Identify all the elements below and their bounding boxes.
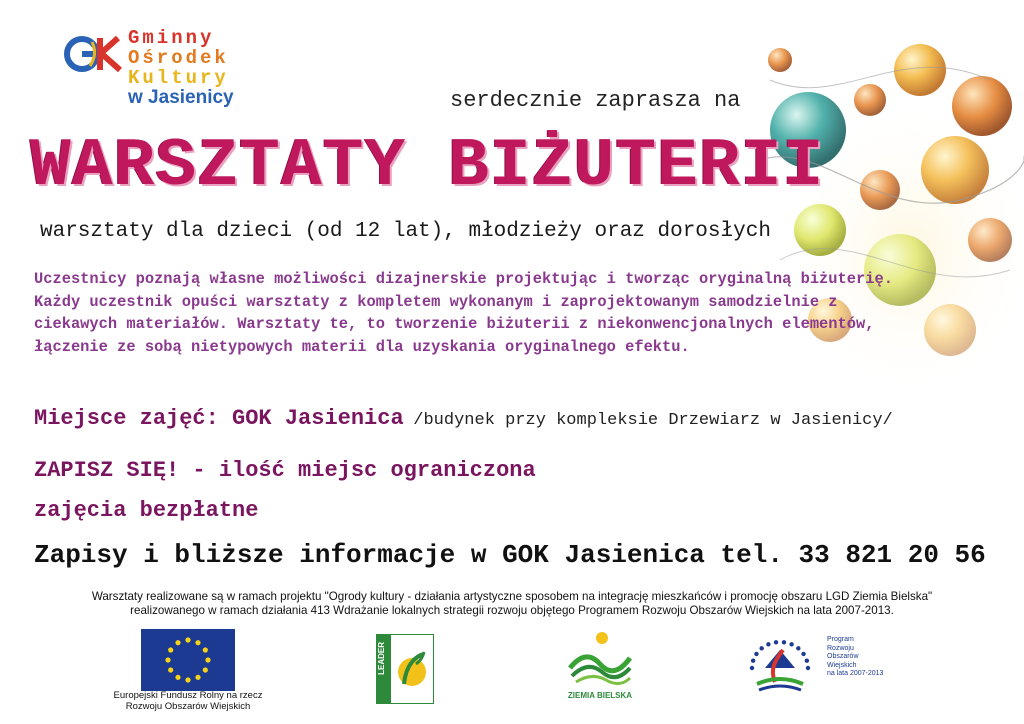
contact-text: Zapisy i bliższe informacje w GOK Jasienica tel. 33 821 20 56 — [34, 540, 986, 570]
gok-mark-icon — [62, 34, 124, 74]
eu-star-icon — [168, 647, 173, 652]
prow-star-icon — [806, 666, 810, 670]
footer-line: Warsztaty realizowane są w ramach projektu "Ogrody kultury - działania artystyczne sposobem na integrację mieszkańców i promocję obszaru LGD Ziemia Bielska" — [91, 590, 933, 603]
logo-line-4: w Jasienicy — [128, 87, 234, 108]
invite-text: serdecznie zaprasza na — [450, 88, 741, 113]
signup-text: ZAPISZ SIĘ! - ilość miejsc ograniczona — [34, 458, 536, 483]
poster-subtitle: warsztaty dla dzieci (od 12 lat), młodzieży oraz dorosłych — [40, 220, 771, 243]
gok-logo — [62, 28, 282, 118]
prow-star-icon — [759, 646, 763, 650]
eu-star-icon — [203, 647, 208, 652]
description-line: łączenie ze sobą nietypowych materii dla uzyskania oryginalnego efektu. — [34, 337, 690, 356]
leader-label: LEADER — [377, 642, 386, 675]
prow-logo — [745, 628, 884, 698]
ziemia-bielska-mark-icon — [566, 628, 634, 686]
ziemia-bielska-logo — [566, 628, 634, 700]
description — [34, 268, 974, 358]
prow-mark-icon — [745, 628, 815, 698]
prow-line: Program — [827, 636, 854, 643]
eu-caption — [100, 690, 276, 712]
description-line: Każdy uczestnik opuści warsztaty z kompletem wykonanym i zaprojektowanym samodzielnie z — [34, 292, 838, 311]
description-line: Uczestnicy poznają własne możliwości dizajnerskie projektując i tworząc oryginalną biżuterię. — [34, 270, 893, 288]
place-label: Miejsce zajęć: GOK Jasienica — [34, 406, 404, 431]
eu-star-icon — [195, 640, 200, 645]
poster-title: WARSZTATY BIŻUTERII — [30, 128, 825, 205]
logo-line-3: Kultury — [128, 67, 229, 89]
place-info — [34, 406, 893, 431]
prow-star-icon — [750, 666, 754, 670]
eu-star-icon — [203, 667, 208, 672]
ziemia-bielska-label: ZIEMIA BIELSKA — [567, 691, 633, 700]
eu-star-icon — [165, 657, 170, 662]
logo-line-1: Gminny — [128, 27, 215, 49]
place-detail: /budynek przy kompleksie Drzewiarz w Jasienicy/ — [413, 411, 893, 430]
prow-star-icon — [754, 652, 758, 656]
leader-logo — [376, 634, 434, 704]
eu-star-icon — [185, 677, 190, 682]
eu-caption-line: Rozwoju Obszarów Wiejskich — [125, 701, 251, 712]
eu-star-icon — [175, 675, 180, 680]
logo-line-2: Ośrodek — [128, 47, 229, 69]
footer-line: realizowanego w ramach działania 413 Wdrażanie lokalnych strategii rozwoju objętego Programem Rozwoju Obszarów Wiejskich na lata 2007-2013. — [130, 603, 894, 617]
prow-star-icon — [751, 658, 755, 662]
free-text: zajęcia bezpłatne — [34, 498, 259, 523]
eu-caption-line: Europejski Fundusz Rolny na rzecz — [113, 690, 263, 701]
prow-line: Rozwoju — [827, 644, 854, 652]
prow-star-icon — [801, 652, 805, 656]
eu-star-icon — [185, 637, 190, 642]
prow-star-icon — [789, 642, 793, 646]
eu-star-icon — [175, 640, 180, 645]
prow-star-icon — [796, 646, 800, 650]
prow-star-icon — [782, 640, 786, 644]
prow-text — [827, 636, 883, 679]
prow-line: na lata 2007-2013 — [827, 670, 884, 677]
eu-flag-icon — [141, 629, 235, 691]
eu-star-icon — [195, 675, 200, 680]
prow-line: Wiejskich — [827, 661, 857, 669]
prow-line: Obszarów — [827, 653, 859, 660]
gok-logo-text — [128, 28, 234, 108]
eu-star-icon — [205, 657, 210, 662]
prow-star-icon — [766, 642, 770, 646]
eu-star-icon — [168, 667, 173, 672]
footer-text — [0, 590, 1024, 617]
prow-star-icon — [805, 658, 809, 662]
prow-star-icon — [774, 640, 778, 644]
description-line: ciekawych materiałów. Warsztaty te, to tworzenie biżuterii z niekonwencjonalnych elementów, — [34, 315, 875, 333]
